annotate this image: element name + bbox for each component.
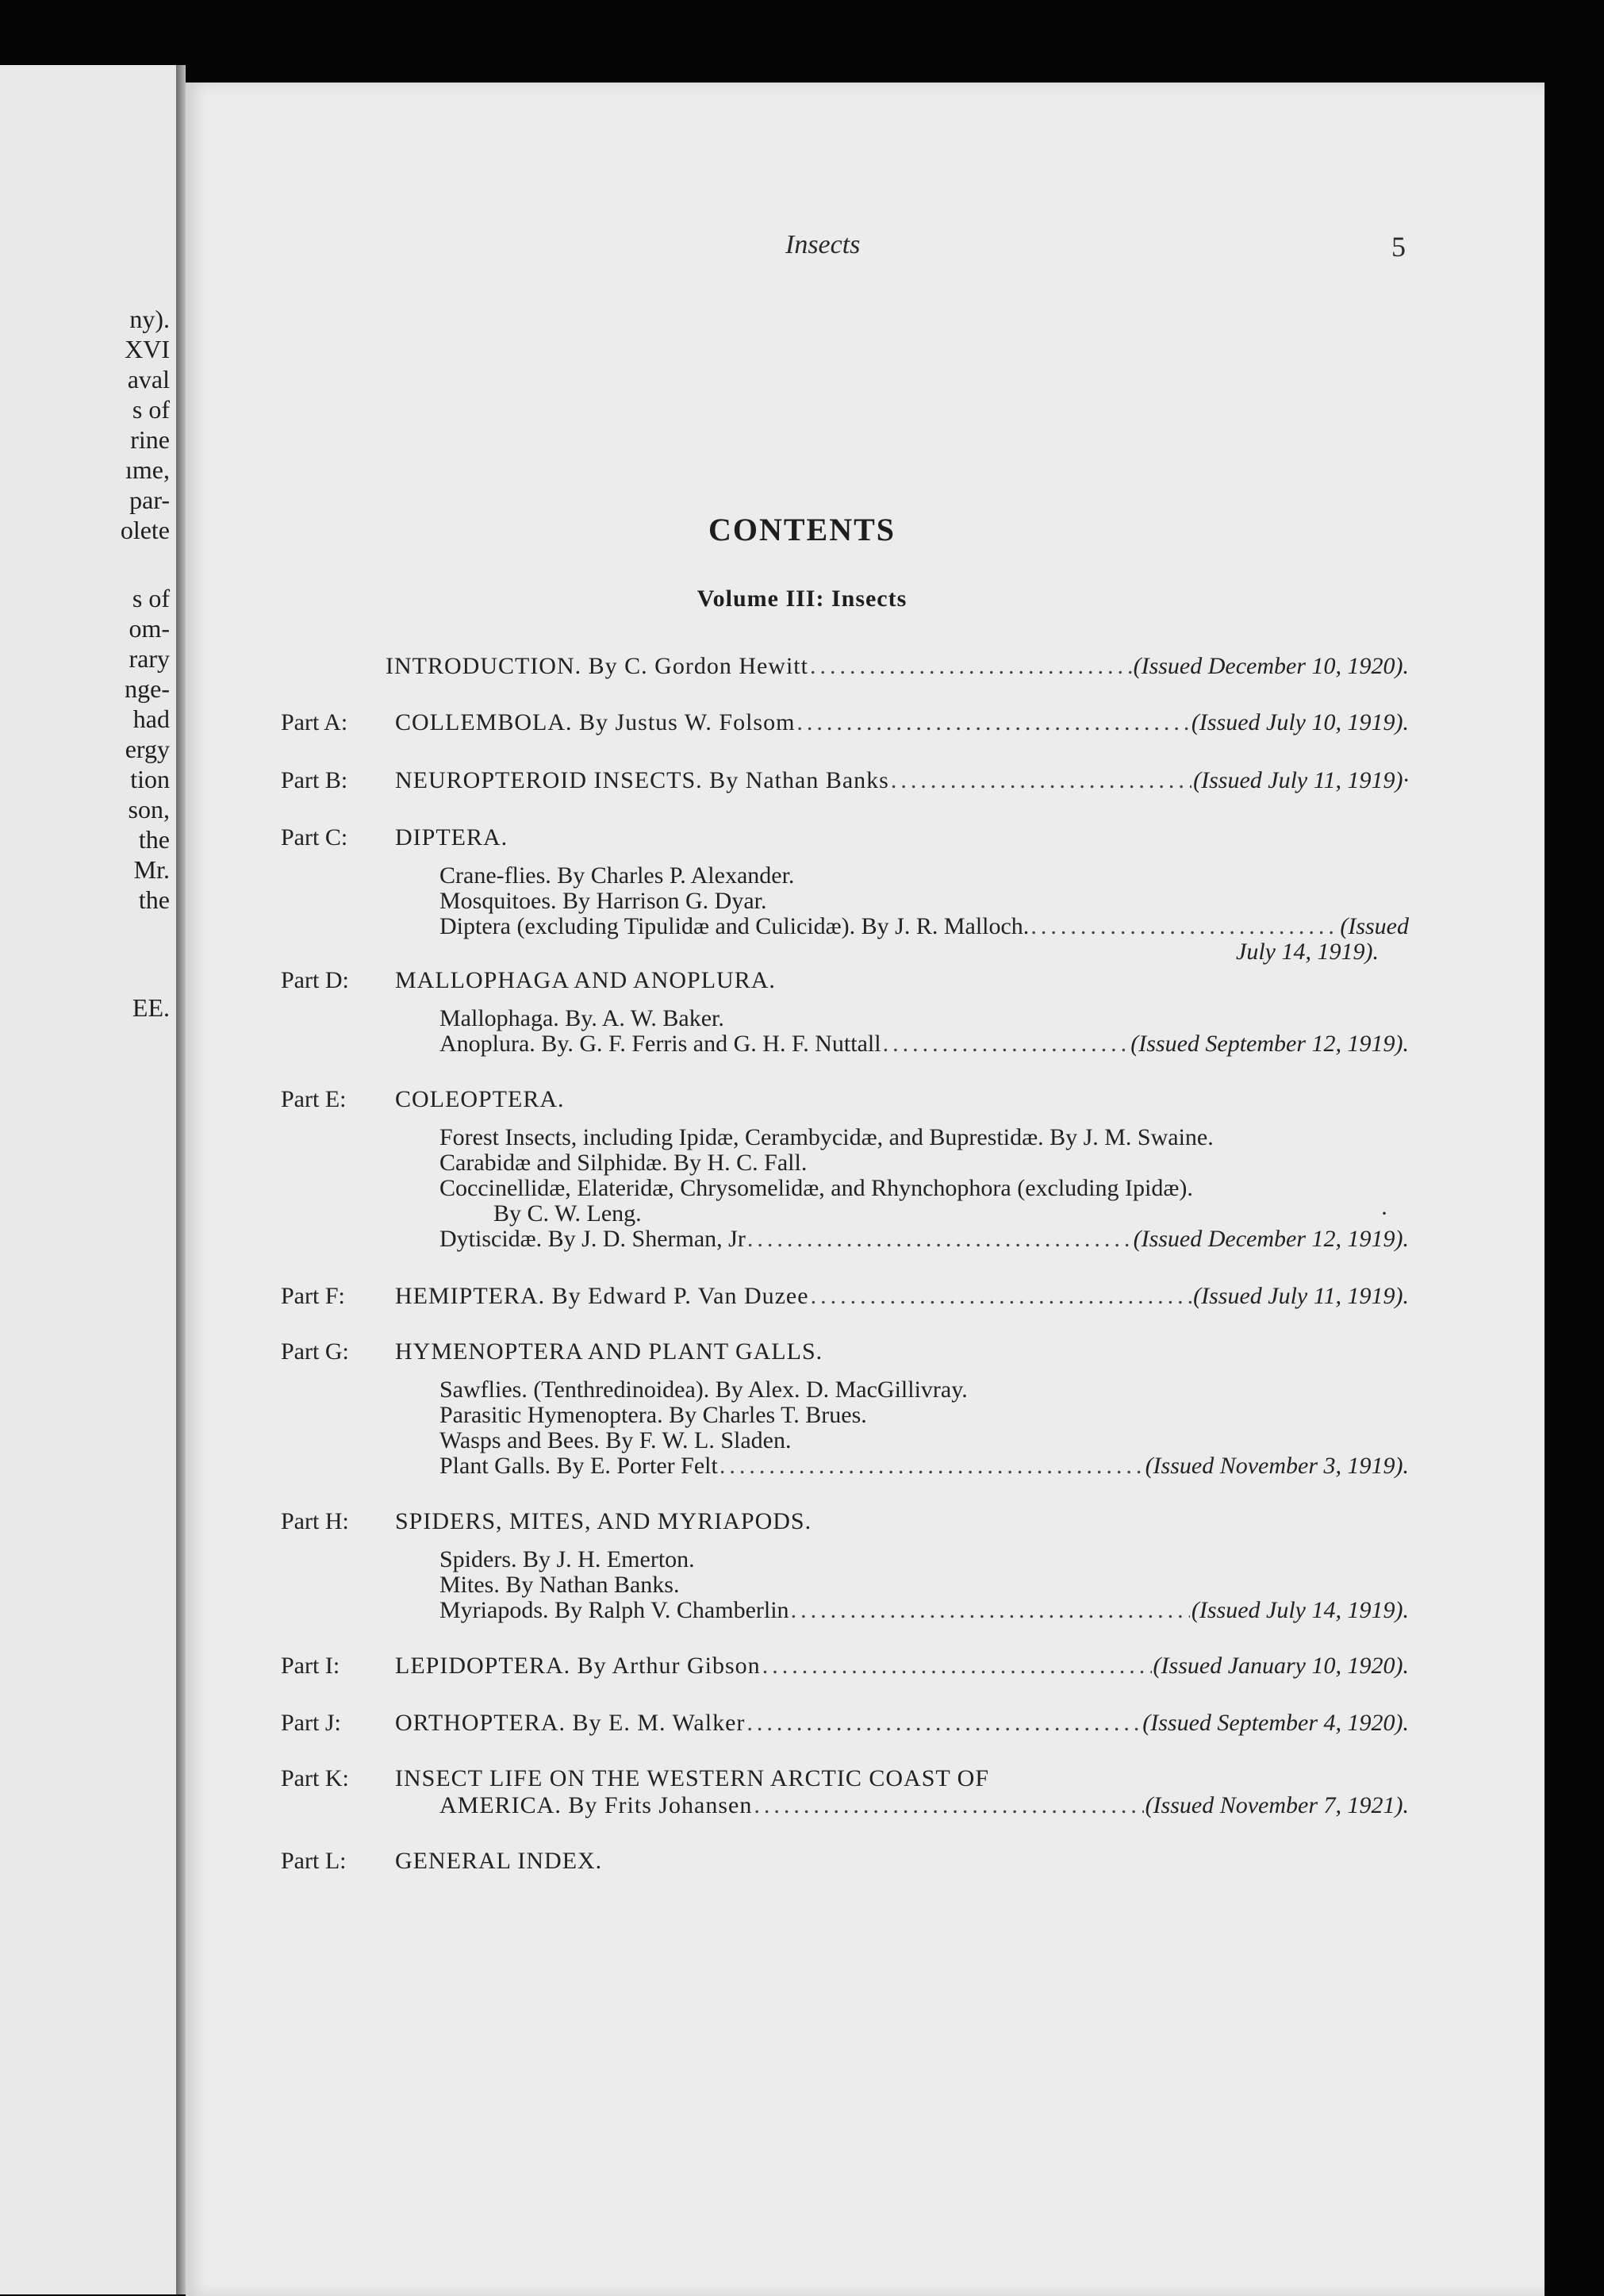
prev-page-fragment: olete <box>120 516 170 544</box>
sub-entry: Mallophaga. By. A. W. Baker. <box>439 1005 724 1031</box>
issued-date: (Issued December 10, 1920). <box>1133 653 1409 679</box>
entry-text: HEMIPTERA. By Edward P. Van Duzee <box>395 1283 809 1309</box>
issued-date: (Issued <box>1340 913 1409 939</box>
toc-entry-part-k <box>439 1791 1409 1820</box>
issued-date: (Issued July 11, 1919). <box>1193 1283 1409 1309</box>
issued-date: (Issued January 10, 1920). <box>1153 1653 1409 1679</box>
issued-date: (Issued December 12, 1919). <box>1133 1226 1409 1252</box>
part-title: COLEOPTERA. <box>395 1086 565 1112</box>
sub-entry: By C. W. Leng. <box>493 1200 642 1227</box>
dot-leader <box>746 1709 1141 1737</box>
sub-entry: Sawflies. (Tenthredinoidea). By Alex. D. MacGillivray. <box>439 1376 968 1403</box>
part-label: Part D: <box>281 967 349 993</box>
dot-leader <box>762 1652 1152 1680</box>
issued-date: (Issued July 11, 1919)· <box>1193 767 1409 793</box>
prev-page-fragment: aval <box>127 365 170 394</box>
book-gutter <box>176 65 186 2294</box>
entry-text: Dytiscidæ. By J. D. Sherman, Jr <box>439 1226 746 1252</box>
sub-entry: Spiders. By J. H. Emerton. <box>439 1546 695 1572</box>
part-label: Part E: <box>281 1086 347 1112</box>
entry-text: AMERICA. By Frits Johansen <box>439 1792 753 1818</box>
sub-entry-with-date <box>439 1596 1409 1625</box>
part-title: INSECT LIFE ON THE WESTERN ARCTIC COAST OF <box>395 1765 990 1791</box>
toc-entry-part-b <box>395 766 1409 795</box>
sub-entry: Forest Insects, including Ipidæ, Cerambycidæ, and Buprestidæ. By J. M. Swaine. <box>439 1124 1214 1150</box>
stray-mark: · <box>1380 1200 1388 1227</box>
prev-page-fragment: Mr. <box>133 855 170 884</box>
part-label: Part K: <box>281 1765 349 1791</box>
part-label: Part A: <box>281 709 348 735</box>
prev-page-fragment: om- <box>129 614 170 643</box>
part-label: Part J: <box>281 1710 341 1736</box>
part-label: Part B: <box>281 767 348 793</box>
sub-entry: Carabidæ and Silphidæ. By H. C. Fall. <box>439 1150 808 1176</box>
volume-heading: Volume III: Insects <box>696 586 908 612</box>
part-title: GENERAL INDEX. <box>395 1848 603 1874</box>
entry-text: Diptera (excluding Tipulidæ and Culicidæ). By J. R. Malloch. <box>439 913 1030 939</box>
entry-text: NEUROPTEROID INSECTS. By Nathan Banks <box>395 767 889 793</box>
entry-text: Plant Galls. By E. Porter Felt <box>439 1453 718 1479</box>
part-title: HYMENOPTERA AND PLANT GALLS. <box>395 1338 823 1365</box>
prev-page-fragment: XVI <box>125 335 170 363</box>
dot-leader <box>747 1225 1132 1254</box>
dot-leader <box>791 1596 1190 1625</box>
part-title: DIPTERA. <box>395 824 508 850</box>
prev-page-fragment: rine <box>130 425 170 454</box>
running-title: Insects <box>785 230 861 259</box>
dot-leader <box>754 1791 1143 1820</box>
entry-text: Anoplura. By. G. F. Ferris and G. H. F. Nuttall <box>439 1031 881 1057</box>
prev-page-fragment: par- <box>129 486 170 514</box>
part-label: Part G: <box>281 1338 349 1365</box>
page-number: 5 <box>1391 231 1406 263</box>
prev-page-fragment: the <box>138 885 170 914</box>
part-label: Part H: <box>281 1508 349 1534</box>
entry-text: Myriapods. By Ralph V. Chamberlin <box>439 1597 789 1623</box>
prev-page-fragment: had <box>132 705 170 733</box>
entry-text: INTRODUCTION. By C. Gordon Hewitt <box>386 653 808 679</box>
sub-entry: Mosquitoes. By Harrison G. Dyar. <box>439 888 767 914</box>
dot-leader <box>796 708 1189 737</box>
issued-date: (Issued September 4, 1920). <box>1142 1710 1409 1736</box>
sub-entry-with-date <box>439 912 1409 941</box>
dot-leader <box>810 652 1132 681</box>
sub-entry-with-date <box>439 1225 1409 1254</box>
contents-heading: CONTENTS <box>708 512 896 547</box>
dot-leader <box>891 766 1191 795</box>
dot-leader <box>811 1282 1192 1311</box>
part-label: Part F: <box>281 1283 345 1309</box>
entry-text: ORTHOPTERA. By E. M. Walker <box>395 1710 746 1736</box>
entry-text: COLLEMBOLA. By Justus W. Folsom <box>395 709 796 735</box>
issued-date: (Issued July 14, 1919). <box>1191 1597 1409 1623</box>
prev-page-fragment: s of <box>132 584 170 612</box>
dot-leader <box>883 1030 1130 1058</box>
previous-page-edge <box>0 65 181 2294</box>
prev-page-fragment: ıme, <box>125 455 170 484</box>
issued-date: (Issued November 7, 1921). <box>1145 1792 1409 1818</box>
prev-page-fragment: son, <box>128 795 170 824</box>
toc-entry-part-i <box>395 1652 1409 1680</box>
part-title: SPIDERS, MITES, AND MYRIAPODS. <box>395 1508 812 1534</box>
issued-date: (Issued July 10, 1919). <box>1191 709 1409 735</box>
issued-date: (Issued September 12, 1919). <box>1130 1031 1409 1057</box>
part-label: Part L: <box>281 1848 347 1874</box>
issued-date: (Issued November 3, 1919). <box>1145 1453 1409 1479</box>
sub-entry: Parasitic Hymenoptera. By Charles T. Brues. <box>439 1402 867 1428</box>
part-label: Part I: <box>281 1653 340 1679</box>
sub-entry: Wasps and Bees. By F. W. L. Sladen. <box>439 1427 792 1453</box>
toc-entry-part-f <box>395 1282 1409 1311</box>
sub-entry: Crane-flies. By Charles P. Alexander. <box>439 862 795 889</box>
toc-entry-part-a <box>395 708 1409 737</box>
prev-page-fragment: s of <box>132 395 170 424</box>
issued-date-continued: July 14, 1919). <box>1236 939 1379 965</box>
prev-page-fragment: the <box>138 825 170 854</box>
sub-entry: Mites. By Nathan Banks. <box>439 1572 680 1598</box>
sub-entry-with-date <box>439 1030 1409 1058</box>
dot-leader <box>719 1452 1144 1480</box>
toc-entry-introduction <box>386 652 1409 681</box>
part-label: Part C: <box>281 824 348 850</box>
prev-page-fragment: rary <box>129 644 170 673</box>
toc-entry-part-j <box>395 1709 1409 1737</box>
prev-page-fragment: EE. <box>132 993 170 1022</box>
dot-leader <box>1030 912 1338 941</box>
prev-page-fragment: ny). <box>129 305 170 333</box>
part-title: MALLOPHAGA AND ANOPLURA. <box>395 967 776 993</box>
sub-entry: Coccinellidæ, Elateridæ, Chrysomelidæ, and Rhynchophora (excluding Ipidæ). <box>439 1175 1193 1201</box>
sub-entry-with-date <box>439 1452 1409 1480</box>
entry-text: LEPIDOPTERA. By Arthur Gibson <box>395 1653 761 1679</box>
prev-page-fragment: nge- <box>125 674 170 703</box>
prev-page-fragment: ergy <box>125 735 170 763</box>
prev-page-fragment: tion <box>130 765 170 793</box>
